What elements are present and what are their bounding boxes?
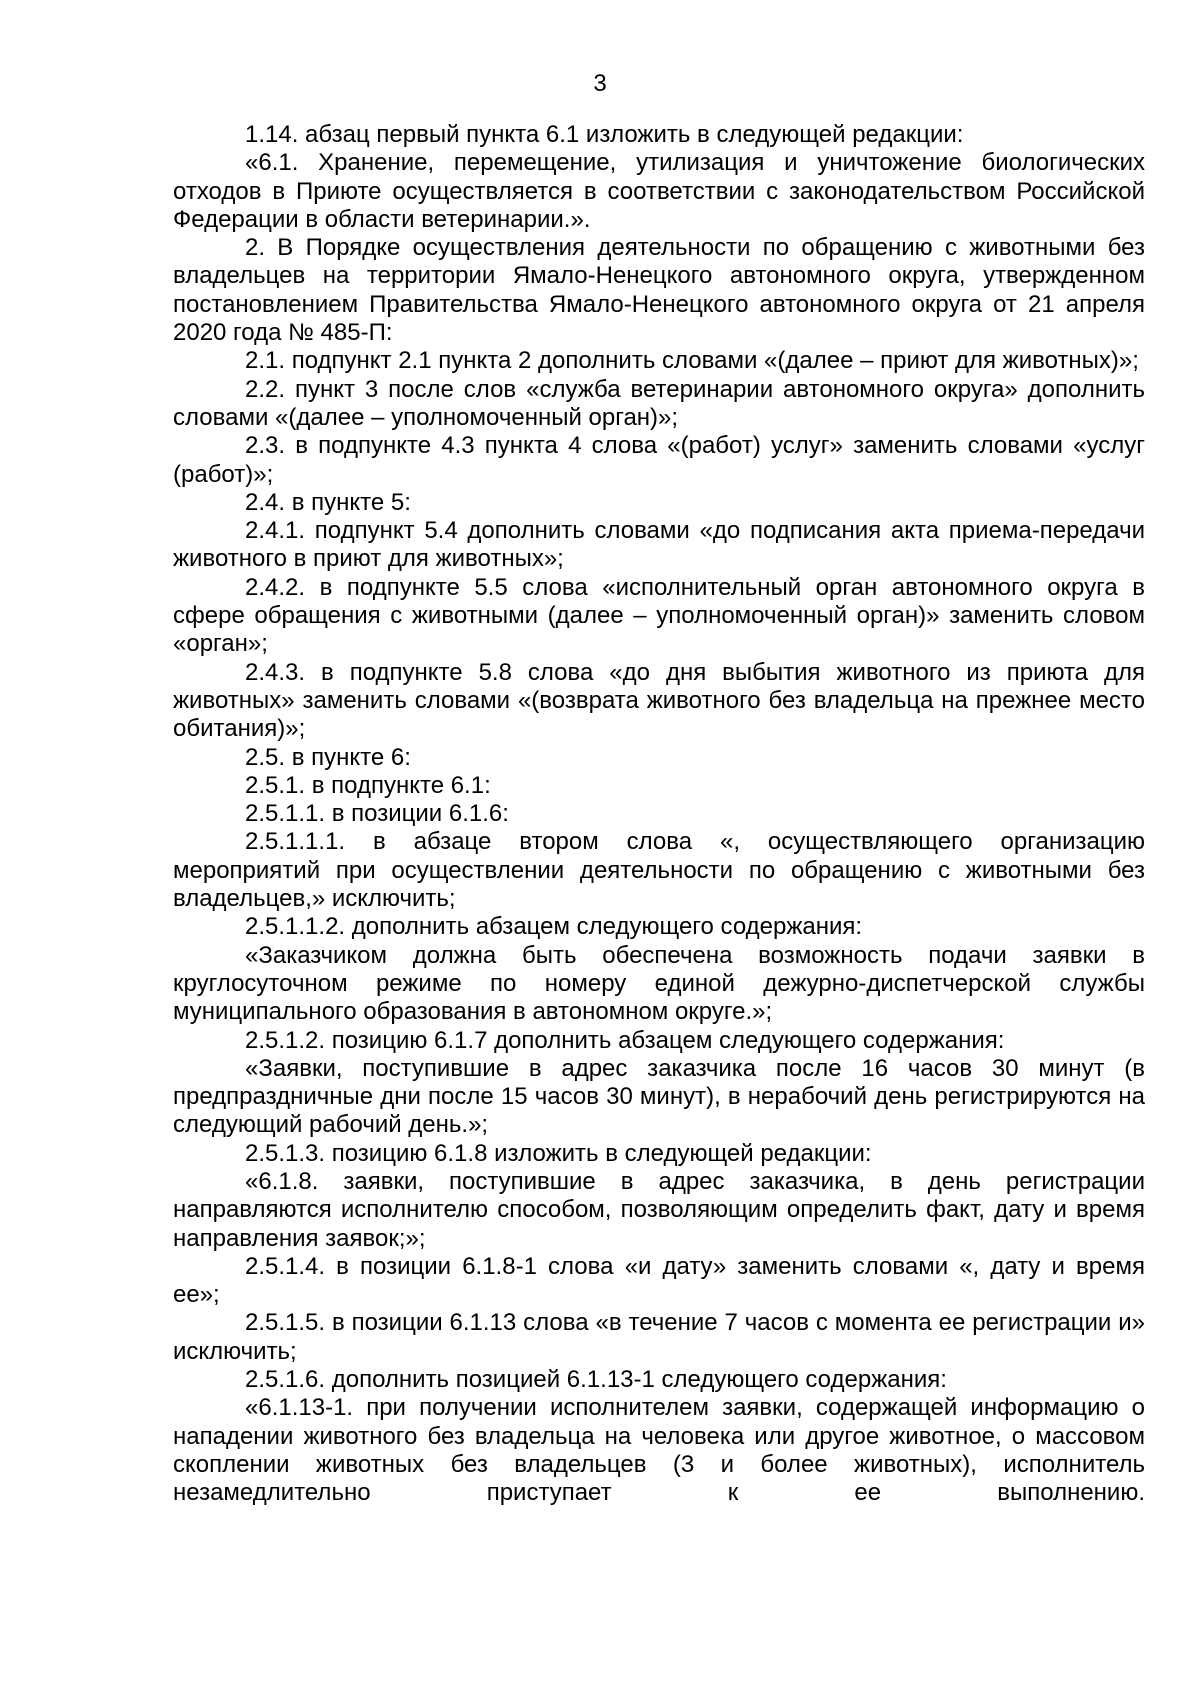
paragraph: «6.1.8. заявки, поступившие в адрес заказчика, в день регистрации направляются исполнителю способом, позволяющим определить факт, дату и время направления заявок;»;	[173, 1167, 1145, 1252]
paragraph: 2.5.1.5. в позиции 6.1.13 слова «в течение 7 часов с момента ее регистрации и» исключить;	[173, 1309, 1145, 1365]
paragraph: 2.3. в подпункте 4.3 пункта 4 слова «(работ) услуг» заменить словами «услуг (работ)»;	[173, 432, 1145, 488]
paragraph: 2.5.1.6. дополнить позицией 6.1.13-1 следующего содержания:	[245, 1366, 947, 1394]
paragraph: 2.1. подпункт 2.1 пункта 2 дополнить словами «(далее – приют для животных)»;	[245, 347, 1139, 375]
paragraph: 2.5.1.4. в позиции 6.1.8-1 слова «и дату» заменить словами «, дату и время ее»;	[173, 1252, 1145, 1309]
paragraph: 2.4.2. в подпункте 5.5 слова «исполнительный орган автономного округа в сфере обращения с животными (далее – уполномоченный орган)» заменить словом «орган»;	[173, 573, 1145, 658]
paragraph: 2.2. пункт 3 после слов «служба ветеринарии автономного округа» дополнить словами «(далее – уполномоченный орган)»;	[173, 375, 1145, 431]
paragraph: 2. В Порядке осуществления деятельности по обращению с животными без владельцев на территории Ямало-Ненецкого автономного округа, утвержденном постановлением Правительства Ямало-Ненецкого автономного округа от 21 апреля 2020 года № 485-П:	[173, 234, 1145, 347]
paragraph: 2.5.1.1.1. в абзаце втором слова «, осуществляющего организацию мероприятий при осуществлении деятельности по обращению с животными без владельцев,» исключить;	[173, 828, 1145, 913]
paragraph: «6.1. Хранение, перемещение, утилизация и уничтожение биологических отходов в Приюте осуществляется в соответствии с законодательством Российской Федерации в области ветеринарии.».	[173, 149, 1145, 233]
paragraph: 2.4. в пункте 5:	[245, 488, 411, 516]
paragraph: 2.5.1. в подпункте 6.1:	[245, 771, 491, 799]
paragraph: 2.5.1.1. в позиции 6.1.6:	[245, 800, 509, 828]
paragraph: 1.14. абзац первый пункта 6.1 изложить в следующей редакции:	[245, 121, 964, 148]
paragraph: «Заказчиком должна быть обеспечена возможность подачи заявки в круглосуточном режиме по номеру единой дежурно-диспетчерской службы муниципального образования в автономном округе.»;	[173, 941, 1145, 1026]
paragraph: «Заявки, поступившие в адрес заказчика после 16 часов 30 минут (в предпраздничные дни после 15 часов 30 минут), в нерабочий день регистрируются на следующий рабочий день.»;	[173, 1054, 1145, 1139]
page-number: 3	[593, 70, 607, 97]
paragraph: 2.5.1.1.2. дополнить абзацем следующего содержания:	[245, 913, 863, 941]
paragraph: 2.4.3. в подпункте 5.8 слова «до дня выбытия животного из приюта для животных» заменить словами «(возврата животного без владельца на прежнее место обитания)»;	[173, 658, 1145, 743]
paragraph: «6.1.13-1. при получении исполнителем заявки, содержащей информацию о нападении животного без владельца на человека или другое животное, о массовом скоплении животных без владельцев (3 и более животных), исполнитель незамедлительно приступает к ее выполнению.	[173, 1394, 1145, 1507]
document-body	[173, 121, 1145, 1508]
paragraph: 2.4.1. подпункт 5.4 дополнить словами «до подписания акта приема-передачи животного в приют для животных»;	[173, 517, 1145, 573]
paragraph: 2.5. в пункте 6:	[245, 743, 411, 771]
paragraph: 2.5.1.3. позицию 6.1.8 изложить в следующей редакции:	[245, 1139, 872, 1167]
paragraph: 2.5.1.2. позицию 6.1.7 дополнить абзацем следующего содержания:	[245, 1026, 1005, 1054]
